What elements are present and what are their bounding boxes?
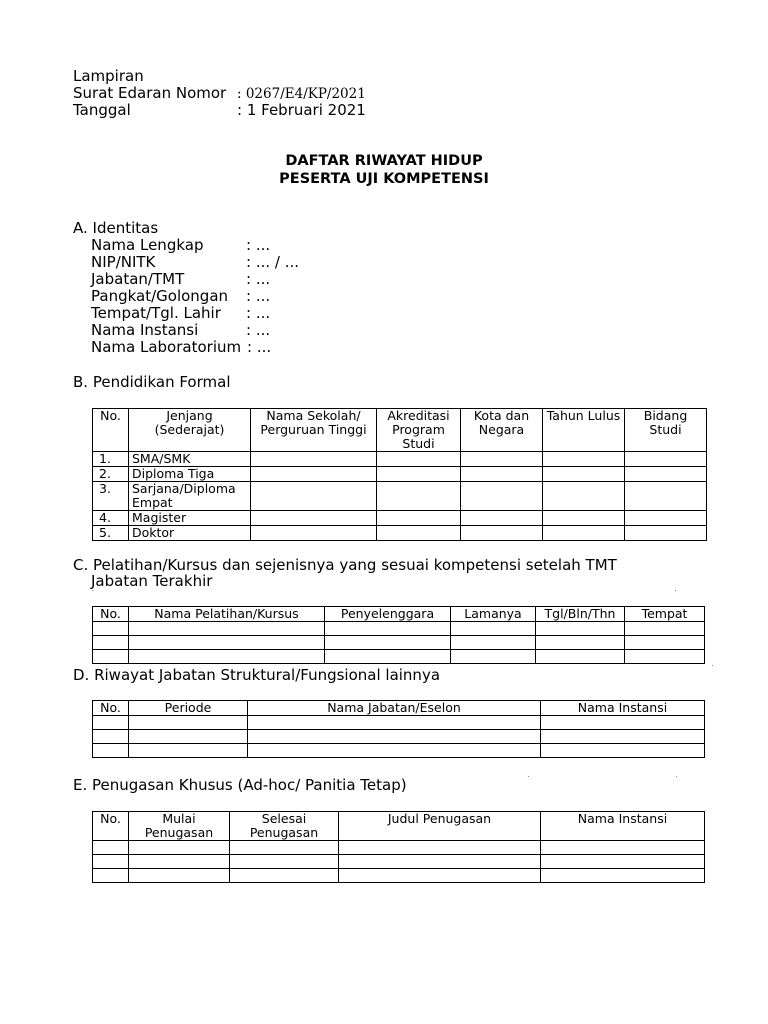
column-header: Periode — [129, 701, 248, 716]
empty-cell — [461, 526, 543, 541]
surat-edaran-label: Surat Edaran Nomor — [73, 84, 227, 102]
field-label: Nama Instansi — [91, 321, 199, 339]
table-row — [93, 452, 707, 467]
column-header: Tempat — [625, 607, 705, 622]
jenjang-cell: Diploma Tiga — [129, 467, 251, 482]
empty-cell — [377, 511, 461, 526]
column-header: Nama Instansi — [541, 812, 705, 841]
column-header: Tahun Lulus — [543, 409, 625, 452]
section-b-heading: B. Pendidikan Formal — [73, 373, 231, 391]
empty-cell — [377, 452, 461, 467]
table-row — [93, 855, 705, 869]
field-label: Jabatan/TMT — [91, 270, 185, 288]
scan-speck — [712, 665, 713, 666]
table-row — [93, 744, 705, 758]
pelatihan-table — [92, 606, 705, 664]
empty-cell — [251, 452, 377, 467]
table-header-row — [93, 812, 705, 841]
column-header: Mulai Penugasan — [129, 812, 230, 841]
column-header: Nama Sekolah/ Perguruan Tinggi — [251, 409, 377, 452]
table-row — [93, 526, 707, 541]
column-header: Kota dan Negara — [461, 409, 543, 452]
section-d-heading: D. Riwayat Jabatan Struktural/Fungsional lainnya — [73, 666, 441, 684]
field-label: NIP/NITK — [91, 253, 156, 271]
column-header: No. — [93, 812, 129, 841]
jenjang-cell: Sarjana/Diploma Empat — [129, 482, 251, 511]
empty-cell — [543, 452, 625, 467]
column-header: No. — [93, 701, 129, 716]
empty-cell — [625, 467, 707, 482]
empty-cell — [543, 511, 625, 526]
empty-cell — [625, 511, 707, 526]
empty-cell — [625, 482, 707, 511]
field-value: : ... — [246, 270, 271, 288]
empty-cell — [251, 467, 377, 482]
table-header-row — [93, 701, 705, 716]
empty-cell — [543, 482, 625, 511]
jenjang-cell: Magister — [129, 511, 251, 526]
empty-cell — [251, 482, 377, 511]
tanggal-value: : 1 Februari 2021 — [237, 101, 366, 119]
surat-edaran-value: : 0267/E4/KP/2021 — [237, 86, 366, 102]
empty-cell — [377, 467, 461, 482]
row-number: 3. — [93, 482, 129, 511]
field-label: Tempat/Tgl. Lahir — [91, 304, 221, 322]
table-row — [93, 841, 705, 855]
table-row — [93, 467, 707, 482]
penugasan-khusus-table — [92, 811, 705, 883]
field-label: Pangkat/Golongan — [91, 287, 229, 305]
jenjang-cell: SMA/SMK — [129, 452, 251, 467]
table-row — [93, 636, 705, 650]
empty-cell — [251, 526, 377, 541]
table-row — [93, 869, 705, 883]
row-number: 2. — [93, 467, 129, 482]
table-row — [93, 622, 705, 636]
field-label: Nama Laboratorium — [91, 338, 242, 356]
column-header: No. — [93, 607, 129, 622]
empty-cell — [251, 511, 377, 526]
document-title-line2: PESERTA UJI KOMPETENSI — [279, 171, 489, 187]
column-header: Jenjang (Sederajat) — [129, 409, 251, 452]
field-label: Nama Lengkap — [91, 236, 204, 254]
row-number: 4. — [93, 511, 129, 526]
field-value: : ... — [246, 321, 271, 339]
column-header: Judul Penugasan — [339, 812, 541, 841]
row-number: 5. — [93, 526, 129, 541]
empty-cell — [461, 511, 543, 526]
table-row — [93, 482, 707, 511]
empty-cell — [377, 526, 461, 541]
field-value: : ... — [246, 236, 271, 254]
empty-cell — [543, 526, 625, 541]
scan-speck — [675, 590, 676, 591]
document-title-line1: DAFTAR RIWAYAT HIDUP — [285, 153, 483, 169]
field-value: : ... — [247, 338, 272, 356]
table-header-row — [93, 607, 705, 622]
field-value: : ... — [246, 287, 271, 305]
column-header: Nama Pelatihan/Kursus — [129, 607, 325, 622]
column-header: Akreditasi Program Studi — [377, 409, 461, 452]
table-header-row — [93, 409, 707, 452]
empty-cell — [377, 482, 461, 511]
empty-cell — [625, 452, 707, 467]
column-header: Nama Instansi — [541, 701, 705, 716]
field-value: : ... / ... — [246, 253, 300, 271]
section-e-heading: E. Penugasan Khusus (Ad-hoc/ Panitia Tetap) — [73, 776, 407, 794]
row-number: 1. — [93, 452, 129, 467]
empty-cell — [461, 467, 543, 482]
column-header: Bidang Studi — [625, 409, 707, 452]
empty-cell — [461, 482, 543, 511]
column-header: Tgl/Bln/Thn — [536, 607, 625, 622]
lampiran-label: Lampiran — [73, 67, 144, 85]
empty-cell — [543, 467, 625, 482]
column-header: Selesai Penugasan — [230, 812, 339, 841]
column-header: No. — [93, 409, 129, 452]
column-header: Penyelenggara — [325, 607, 451, 622]
scan-speck — [676, 776, 677, 777]
column-header: Lamanya — [451, 607, 536, 622]
section-c-heading: C. Pelatihan/Kursus dan sejenisnya yang sesuai kompetensi setelah TMT — [73, 556, 617, 574]
section-c-heading-cont: Jabatan Terakhir — [91, 572, 213, 590]
tanggal-label: Tanggal — [73, 101, 131, 119]
section-a-heading: A. Identitas — [73, 219, 159, 237]
column-header: Nama Jabatan/Eselon — [248, 701, 541, 716]
field-value: : ... — [246, 304, 271, 322]
table-row — [93, 511, 707, 526]
pendidikan-formal-table — [92, 408, 707, 541]
jenjang-cell: Doktor — [129, 526, 251, 541]
empty-cell — [625, 526, 707, 541]
empty-cell — [461, 452, 543, 467]
scan-speck — [528, 776, 529, 777]
table-row — [93, 730, 705, 744]
scan-speck — [92, 590, 93, 591]
riwayat-jabatan-table — [92, 700, 705, 758]
table-row — [93, 716, 705, 730]
table-row — [93, 650, 705, 664]
